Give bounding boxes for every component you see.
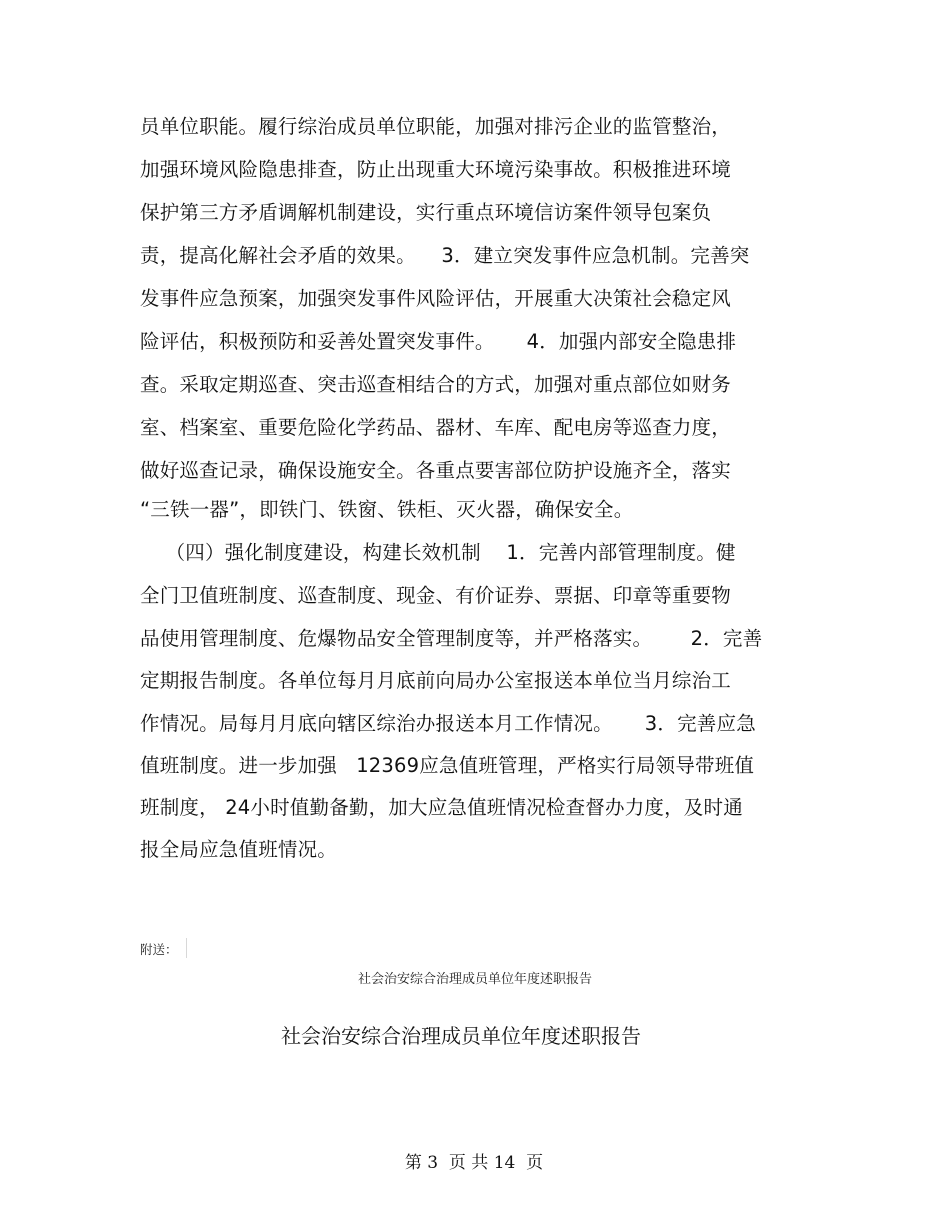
body-line: 查。采取定期巡查、突击巡查相结合的方式，加强对重点部位如财务 bbox=[140, 373, 732, 396]
page-number-footer: 第 3 页 共 14 页 bbox=[404, 1153, 544, 1173]
body-line: 险评估，积极预防和妥善处置突发事件。 4．加强内部安全隐患排 bbox=[140, 330, 737, 353]
body-line: 员单位职能。履行综治成员单位职能，加强对排污企业的监管整治， bbox=[140, 115, 732, 138]
attachment-divider bbox=[186, 938, 187, 958]
attachment-title: 社会治安综合治理成员单位年度述职报告 bbox=[357, 972, 592, 987]
body-line: （四）强化制度建设，构建长效机制 1．完善内部管理制度。健 bbox=[140, 541, 736, 564]
body-line: 报全局应急值班情况。 bbox=[140, 838, 338, 861]
body-line: “三铁一器”，即铁门、铁窗、铁柜、灭火器，确保安全。 bbox=[140, 498, 634, 521]
body-line: 发事件应急预案，加强突发事件风险评估，开展重大决策社会稳定风 bbox=[140, 287, 732, 310]
body-line: 品使用管理制度、危爆物品安全管理制度等，并严格落实。 2．完善 bbox=[140, 627, 763, 650]
body-line: 室、档案室、重要危险化学药品、器材、车库、配电房等巡查力度， bbox=[140, 416, 732, 439]
body-line: 班制度， 24小时值勤备勤，加大应急值班情况检查督办力度，及时通 bbox=[140, 796, 743, 819]
body-line: 作情况。局每月月底向辖区综治办报送本月工作情况。 3．完善应急 bbox=[140, 712, 756, 735]
body-line: 加强环境风险隐患排查，防止出现重大环境污染事故。积极推进环境 bbox=[140, 158, 732, 181]
document-title: 社会治安综合治理成员单位年度述职报告 bbox=[281, 1024, 641, 1048]
body-line: 全门卫值班制度、巡查制度、现金、有价证券、票据、印章等重要物 bbox=[140, 584, 732, 607]
body-line: 值班制度。进一步加强 12369应急值班管理，严格实行局领导带班值 bbox=[140, 754, 755, 777]
body-line: 定期报告制度。各单位每月月底前向局办公室报送本单位当月综治工 bbox=[140, 669, 732, 692]
attachment-label: 附送： bbox=[140, 942, 178, 957]
body-line: 做好巡查记录，确保设施安全。各重点要害部位防护设施齐全，落实 bbox=[140, 459, 732, 482]
body-line: 责，提高化解社会矛盾的效果。 3．建立突发事件应急机制。完善突 bbox=[140, 244, 750, 267]
body-line: 保护第三方矛盾调解机制建设，实行重点环境信访案件领导包案负 bbox=[140, 201, 712, 224]
